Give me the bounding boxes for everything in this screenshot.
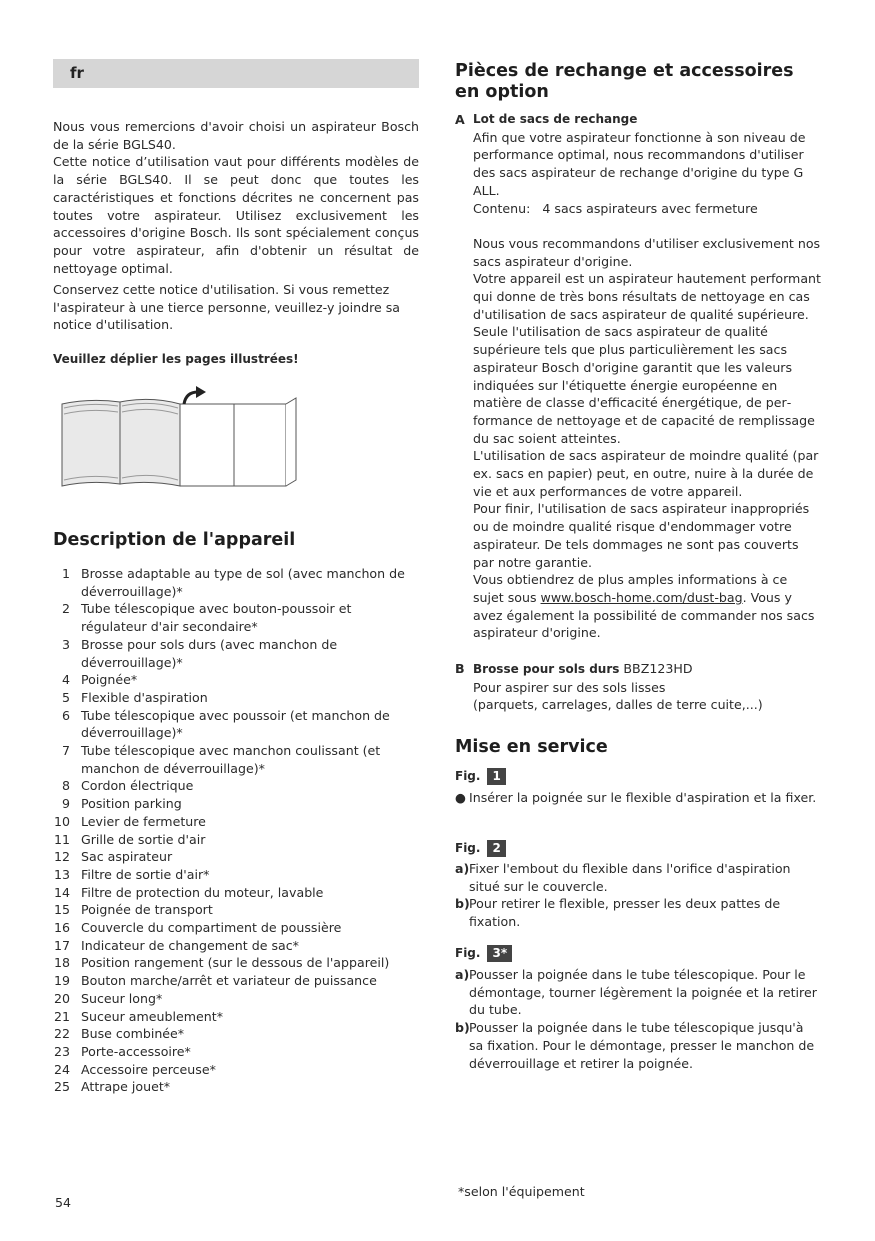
fig-3-number: 3* xyxy=(487,945,512,962)
list-item-text: Attrape jouet* xyxy=(81,1079,171,1095)
dust-bag-link[interactable]: www.bosch-home.com/dust-bag xyxy=(540,589,743,605)
page-number: 54 xyxy=(55,1195,72,1210)
list-item xyxy=(53,919,419,937)
list-item-number: 20 xyxy=(53,990,70,1006)
list-item xyxy=(53,1078,419,1096)
list-item-text: Tube télescopique avec poussoir (et manchon de déverrouillage)* xyxy=(81,707,390,741)
footnote: *selon l'équipement xyxy=(458,1184,585,1199)
list-item xyxy=(53,813,419,831)
fig-3-label xyxy=(455,945,512,963)
list-item-number: 5 xyxy=(61,689,70,705)
list-item-text: Suceur ameublement* xyxy=(81,1008,223,1024)
list-item xyxy=(53,671,419,689)
unfold-notice: Veuillez déplier les pages illustrées! xyxy=(53,352,299,366)
parts-list xyxy=(53,565,419,1096)
section-a-paragraph-6 xyxy=(473,571,821,642)
list-item-text: Poignée de transport xyxy=(81,902,213,918)
language-tag: fr xyxy=(70,64,84,82)
list-item-text: Position parking xyxy=(81,796,182,812)
list-item-number: 10 xyxy=(53,813,70,829)
list-item xyxy=(53,795,419,813)
list-item-number: 2 xyxy=(61,601,70,617)
language-bar xyxy=(53,59,419,88)
contents-label: Contenu: xyxy=(473,200,531,216)
section-a-paragraph-4: L'utilisation de sacs aspirateur de moindre qualité (par ex. sacs en papier) peut, en outre, nuire à la durée de vie et aux performances de votre appareil. xyxy=(473,448,819,499)
list-item xyxy=(53,990,419,1008)
list-item-text: Tube télescopique avec manchon coulissant (et manchon de déverrouillage)* xyxy=(81,743,381,776)
list-item-text: Buse combinée* xyxy=(81,1026,185,1042)
list-item-number: 11 xyxy=(53,831,70,847)
list-item xyxy=(53,600,419,635)
list-item-text: Accessoire perceuse* xyxy=(81,1061,216,1077)
list-item-number: 14 xyxy=(53,884,70,900)
list-item-text: Porte-accessoire* xyxy=(81,1043,191,1059)
list-item-number: 8 xyxy=(61,778,70,794)
fig-3-step-b: Pousser la poignée dans le tube télescopique jusqu'à sa fixation. Pour le démontage, presser le manchon de déverrouillage et retirer la poignée. xyxy=(469,1020,815,1071)
list-item-text: Flexible d'aspiration xyxy=(81,689,208,705)
list-item-text: Indicateur de changement de sac* xyxy=(81,937,299,953)
list-item xyxy=(53,954,419,972)
list-item-text: Cordon électrique xyxy=(81,778,194,794)
list-item-number: 25 xyxy=(53,1079,70,1095)
section-a-paragraph-3: Votre appareil est un aspirateur hautement performant qui donne de très bons résultats de nettoyage en cas d'utilisation de sacs aspirateur de qualité supérieure. Seule l'utilisation de sacs aspirateur de qualité supérieure tels que plus particulièrement les sacs aspirateur Bosch d'origine garantit que les valeurs indiquées sur l'étiquette énergie européenne en matière de classe d'efficacité énergétique, de performance de nettoyage et de capacité de remplissage du sac soient atteintes. xyxy=(473,271,821,446)
list-item-number: 21 xyxy=(53,1008,70,1024)
fig-1-step xyxy=(455,789,821,807)
intro-paragraph-3: Conservez cette notice d'utilisation. Si vous remettez l'aspirateur à une tierce personne, veuillez-y joindre sa notice d'utilisation. xyxy=(53,282,401,333)
list-item xyxy=(53,937,419,955)
list-item-number: 6 xyxy=(61,707,70,723)
fig-2-label xyxy=(455,840,506,858)
list-item-text: Filtre de sortie d'air* xyxy=(81,866,210,882)
list-item xyxy=(53,707,419,742)
list-item-number: 1 xyxy=(61,566,70,581)
list-item-number: 7 xyxy=(61,743,70,759)
list-item xyxy=(53,565,419,600)
p6-after: . Vous y avez également la possibilité de commander nos sacs aspirateur d'origine. xyxy=(473,589,815,641)
list-item xyxy=(53,1008,419,1026)
list-item-text: Sac aspirateur xyxy=(81,849,173,865)
list-item-text: Couvercle du compartiment de poussière xyxy=(81,920,342,936)
section-b-model: BBZ123HD xyxy=(623,661,693,676)
intro-paragraph-2: Cette notice d’utilisation vaut pour différents modèles de la série BGLS40. Il se peut donc que toutes les caractéristiques et fonctions décrites ne concernent pas toutes votre aspirateur. Utilisez exclusivement les accessoires d'origine Bosch. Ils sont spécialement conçus pour votre aspirateur, afin d'obtenir un résultat de nettoyage optimal. xyxy=(53,154,419,276)
step-marker: a) xyxy=(455,967,470,982)
fold-out-pages-illustration xyxy=(60,384,300,496)
list-item xyxy=(53,636,419,671)
list-item-text: Position rangement (sur le dessous de l'appareil) xyxy=(81,955,390,971)
list-item-text: Levier de fermeture xyxy=(81,813,206,829)
section-a-paragraph-5: Pour finir, l'utilisation de sacs aspirateur inappropriés ou de moindre qualité risque d'endommager votre aspirateur. De tels dommages ne sont pas couverts par notre garantie. xyxy=(473,501,810,570)
section-b-line-1: Pour aspirer sur des sols lisses xyxy=(473,679,666,695)
spares-title: Pièces de rechange et accessoires en option xyxy=(455,61,794,102)
list-item xyxy=(53,777,419,795)
intro-paragraph-1: Nous vous remercions d'avoir choisi un aspirateur Bosch de la série BGLS40. xyxy=(53,119,419,152)
section-a-paragraph-1: Afin que votre aspirateur fonctionne à son niveau de performance optimal, nous recommandons d'utiliser des sacs aspirateur de rechange d'origine du type G ALL. xyxy=(473,129,806,198)
list-item-text: Brosse adaptable au type de sol (avec manchon de déverrouillage)* xyxy=(81,566,405,599)
fig-3-step-a: Pousser la poignée dans le tube télescopique. Pour le démontage, tourner légèrement la poignée et la retirer du tube. xyxy=(469,967,817,1018)
list-item-number: 4 xyxy=(61,672,70,688)
list-item-number: 13 xyxy=(53,866,70,882)
list-item-number: 24 xyxy=(53,1061,70,1077)
section-a-letter: A xyxy=(455,112,465,127)
section-a xyxy=(455,111,821,642)
description-title: Description de l'appareil xyxy=(53,530,296,550)
section-a-heading: Lot de sacs de rechange xyxy=(473,112,638,126)
list-item-number: 19 xyxy=(53,973,70,989)
list-item-number: 12 xyxy=(53,849,70,865)
section-b-heading: Brosse pour sols durs xyxy=(473,662,620,676)
fig-word: Fig. xyxy=(455,946,481,960)
fig-1-text: Insérer la poignée sur le flexible d'aspiration et la fixer. xyxy=(469,790,817,805)
section-b-line-2: (parquets, carrelages, dalles de terre cuite,...) xyxy=(473,697,763,713)
list-item xyxy=(53,689,419,707)
list-item-text: Suceur long* xyxy=(81,990,163,1006)
curved-arrow-icon xyxy=(184,386,206,404)
list-item-number: 18 xyxy=(53,955,70,971)
fig-1-number: 1 xyxy=(487,768,505,785)
list-item xyxy=(53,972,419,990)
list-item-number: 9 xyxy=(61,796,70,812)
fig-3-steps xyxy=(455,966,821,1072)
mise-en-service-title: Mise en service xyxy=(455,737,608,757)
list-item xyxy=(53,1025,419,1043)
list-item xyxy=(53,1043,419,1061)
list-item xyxy=(53,1061,419,1079)
list-item-number: 17 xyxy=(53,937,70,953)
section-b xyxy=(455,660,821,714)
fig-2-number: 2 xyxy=(487,840,505,857)
list-item xyxy=(53,866,419,884)
fig-word: Fig. xyxy=(455,769,481,783)
step-marker: b) xyxy=(455,896,470,912)
contents-value: 4 sacs aspirateurs avec fermeture xyxy=(542,200,758,216)
step-marker: a) xyxy=(455,861,470,876)
list-item xyxy=(53,884,419,902)
list-item xyxy=(53,901,419,919)
fig-2-step-a: Fixer l'embout du flexible dans l'orifice d'aspiration situé sur le couvercle. xyxy=(469,861,791,894)
step-marker: b) xyxy=(455,1020,470,1036)
fig-2-steps xyxy=(455,860,821,931)
list-item-text: Tube télescopique avec bouton-poussoir et régulateur d'air secondaire* xyxy=(81,601,352,635)
list-item xyxy=(53,848,419,866)
intro-text xyxy=(53,118,419,277)
list-item xyxy=(53,831,419,849)
list-item-number: 22 xyxy=(53,1026,70,1042)
p6-before: Vous obtiendrez de plus amples informations à ce sujet sous xyxy=(473,572,788,605)
section-a-paragraph-2: Nous vous recommandons d'utiliser exclusivement nos sacs aspirateur d'origine. xyxy=(473,235,821,269)
list-item-text: Bouton marche/arrêt et variateur de puissance xyxy=(81,973,377,989)
list-item xyxy=(53,742,419,777)
list-item-number: 3 xyxy=(61,636,70,652)
list-item-text: Brosse pour sols durs (avec manchon de déverrouillage)* xyxy=(81,636,338,670)
section-b-letter: B xyxy=(455,661,465,676)
list-item-number: 23 xyxy=(53,1043,70,1059)
list-item-text: Grille de sortie d'air xyxy=(81,831,206,847)
section-a-contents xyxy=(473,200,821,218)
fig-2-step-b: Pour retirer le flexible, presser les deux pattes de fixation. xyxy=(469,896,781,930)
bullet-icon: ● xyxy=(455,790,466,805)
list-item-text: Poignée* xyxy=(81,672,138,688)
fig-1-label xyxy=(455,768,506,786)
fig-word: Fig. xyxy=(455,841,481,855)
list-item-text: Filtre de protection du moteur, lavable xyxy=(81,884,324,900)
list-item-number: 16 xyxy=(53,920,70,936)
list-item-number: 15 xyxy=(53,902,70,918)
